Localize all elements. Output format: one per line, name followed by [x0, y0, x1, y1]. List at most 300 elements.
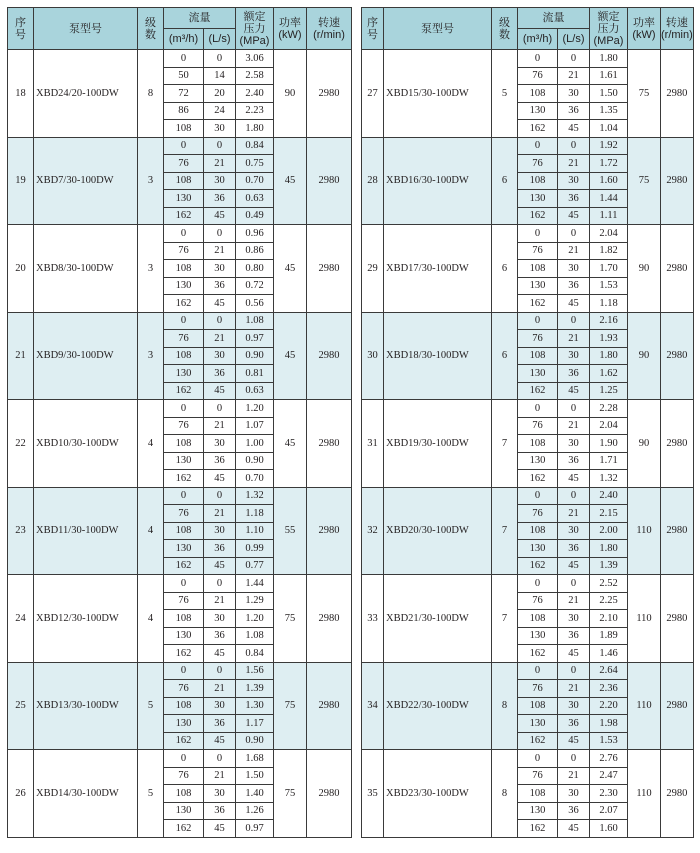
pressure-cell: 2.20	[590, 697, 628, 715]
flow-m3h-cell: 162	[164, 470, 204, 488]
flow-ls-cell: 45	[204, 645, 236, 663]
flow-m3h-cell: 130	[164, 715, 204, 733]
flow-ls-cell: 30	[204, 610, 236, 628]
flow-ls-cell: 0	[204, 750, 236, 768]
pressure-cell: 1.26	[236, 802, 274, 820]
stages-cell: 4	[138, 400, 164, 488]
flow-ls-cell: 24	[204, 102, 236, 120]
table-row	[362, 50, 694, 68]
power-cell: 45	[274, 312, 307, 400]
pressure-cell: 1.32	[236, 487, 274, 505]
pump-group	[8, 50, 352, 138]
flow-ls-cell: 21	[558, 67, 590, 85]
seq-cell: 18	[8, 50, 34, 138]
flow-m3h-cell: 130	[164, 190, 204, 208]
pressure-cell: 0.70	[236, 470, 274, 488]
pressure-cell: 2.04	[590, 225, 628, 243]
pressure-cell: 0.49	[236, 207, 274, 225]
pressure-cell: 0.70	[236, 172, 274, 190]
pressure-cell: 1.30	[236, 697, 274, 715]
power-cell: 75	[628, 137, 661, 225]
pressure-cell: 1.60	[590, 820, 628, 838]
flow-ls-cell: 36	[558, 715, 590, 733]
flow-ls-cell: 36	[204, 190, 236, 208]
flow-ls-cell: 21	[558, 505, 590, 523]
speed-cell: 2980	[307, 662, 352, 750]
speed-cell: 2980	[661, 225, 694, 313]
flow-ls-cell: 30	[204, 260, 236, 278]
pressure-cell: 1.98	[590, 715, 628, 733]
power-cell: 90	[274, 50, 307, 138]
header-flow-ls: (L/s)	[558, 29, 590, 50]
pressure-cell: 0.99	[236, 540, 274, 558]
stages-cell: 5	[138, 750, 164, 838]
flow-m3h-cell: 130	[164, 452, 204, 470]
flow-ls-cell: 30	[204, 172, 236, 190]
table-row	[8, 312, 352, 330]
flow-m3h-cell: 162	[164, 207, 204, 225]
pressure-cell: 2.07	[590, 802, 628, 820]
flow-m3h-cell: 0	[518, 575, 558, 593]
flow-m3h-cell: 76	[518, 330, 558, 348]
flow-ls-cell: 45	[558, 120, 590, 138]
pressure-cell: 2.40	[236, 85, 274, 103]
flow-ls-cell: 36	[204, 365, 236, 383]
flow-ls-cell: 45	[204, 732, 236, 750]
flow-ls-cell: 21	[204, 417, 236, 435]
flow-ls-cell: 0	[204, 312, 236, 330]
flow-m3h-cell: 108	[164, 435, 204, 453]
flow-ls-cell: 45	[204, 820, 236, 838]
speed-cell: 2980	[661, 575, 694, 663]
flow-m3h-cell: 0	[164, 662, 204, 680]
flow-ls-cell: 36	[558, 277, 590, 295]
flow-ls-cell: 45	[204, 557, 236, 575]
stages-cell: 5	[138, 662, 164, 750]
flow-m3h-cell: 162	[164, 557, 204, 575]
flow-ls-cell: 0	[558, 225, 590, 243]
flow-m3h-cell: 108	[518, 260, 558, 278]
model-cell: XBD13/30-100DW	[34, 662, 138, 750]
pressure-cell: 0.97	[236, 330, 274, 348]
seq-cell: 31	[362, 400, 384, 488]
speed-cell: 2980	[307, 50, 352, 138]
pressure-cell: 1.25	[590, 382, 628, 400]
flow-m3h-cell: 108	[518, 435, 558, 453]
pressure-cell: 2.40	[590, 487, 628, 505]
seq-cell: 22	[8, 400, 34, 488]
flow-m3h-cell: 0	[164, 50, 204, 68]
seq-cell: 33	[362, 575, 384, 663]
pressure-cell: 2.04	[590, 417, 628, 435]
power-cell: 45	[274, 400, 307, 488]
flow-m3h-cell: 162	[518, 732, 558, 750]
pump-group	[362, 312, 694, 400]
flow-ls-cell: 20	[204, 85, 236, 103]
flow-m3h-cell: 76	[518, 592, 558, 610]
flow-ls-cell: 30	[204, 120, 236, 138]
pressure-cell: 1.62	[590, 365, 628, 383]
power-cell: 45	[274, 137, 307, 225]
power-cell: 75	[274, 575, 307, 663]
pump-group	[362, 400, 694, 488]
pressure-cell: 0.97	[236, 820, 274, 838]
flow-m3h-cell: 162	[164, 820, 204, 838]
stages-cell: 7	[492, 575, 518, 663]
pressure-cell: 1.20	[236, 400, 274, 418]
pump-group	[362, 750, 694, 838]
flow-ls-cell: 36	[204, 452, 236, 470]
flow-m3h-cell: 76	[164, 767, 204, 785]
pump-group	[8, 137, 352, 225]
pressure-cell: 1.04	[590, 120, 628, 138]
speed-cell: 2980	[307, 487, 352, 575]
flow-m3h-cell: 130	[164, 277, 204, 295]
stages-cell: 6	[492, 137, 518, 225]
flow-ls-cell: 45	[558, 645, 590, 663]
seq-cell: 23	[8, 487, 34, 575]
flow-m3h-cell: 108	[518, 172, 558, 190]
flow-m3h-cell: 76	[164, 417, 204, 435]
flow-m3h-cell: 108	[518, 85, 558, 103]
flow-m3h-cell: 108	[164, 610, 204, 628]
speed-cell: 2980	[661, 137, 694, 225]
flow-m3h-cell: 108	[518, 697, 558, 715]
pressure-cell: 2.64	[590, 662, 628, 680]
pump-group	[8, 225, 352, 313]
flow-m3h-cell: 76	[164, 505, 204, 523]
flow-m3h-cell: 0	[518, 487, 558, 505]
header-flow-m3h: (m³/h)	[164, 29, 204, 50]
table-row	[362, 487, 694, 505]
stages-cell: 6	[492, 225, 518, 313]
pump-group	[362, 137, 694, 225]
header-flow-ls: (L/s)	[204, 29, 236, 50]
pressure-cell: 0.84	[236, 137, 274, 155]
flow-m3h-cell: 0	[518, 662, 558, 680]
flow-m3h-cell: 0	[518, 400, 558, 418]
header-speed: 转速 (r/min)	[307, 8, 352, 50]
flow-ls-cell: 30	[558, 435, 590, 453]
model-cell: XBD18/30-100DW	[384, 312, 492, 400]
flow-m3h-cell: 108	[164, 347, 204, 365]
model-cell: XBD24/20-100DW	[34, 50, 138, 138]
speed-cell: 2980	[307, 312, 352, 400]
flow-m3h-cell: 108	[164, 172, 204, 190]
flow-m3h-cell: 130	[518, 190, 558, 208]
model-cell: XBD14/30-100DW	[34, 750, 138, 838]
flow-ls-cell: 36	[558, 452, 590, 470]
pump-group	[362, 487, 694, 575]
pressure-cell: 1.72	[590, 155, 628, 173]
flow-ls-cell: 21	[558, 767, 590, 785]
flow-m3h-cell: 162	[164, 382, 204, 400]
pump-group	[362, 575, 694, 663]
table-row	[8, 487, 352, 505]
flow-m3h-cell: 130	[164, 540, 204, 558]
pressure-cell: 1.80	[590, 540, 628, 558]
flow-ls-cell: 30	[558, 172, 590, 190]
flow-m3h-cell: 108	[518, 347, 558, 365]
stages-cell: 4	[138, 575, 164, 663]
pressure-cell: 2.10	[590, 610, 628, 628]
flow-m3h-cell: 108	[518, 522, 558, 540]
header-power: 功率 (kW)	[628, 8, 661, 50]
flow-ls-cell: 36	[558, 802, 590, 820]
table-row	[8, 400, 352, 418]
speed-cell: 2980	[661, 400, 694, 488]
model-cell: XBD11/30-100DW	[34, 487, 138, 575]
seq-cell: 24	[8, 575, 34, 663]
pump-group	[8, 575, 352, 663]
model-cell: XBD17/30-100DW	[384, 225, 492, 313]
seq-cell: 34	[362, 662, 384, 750]
flow-ls-cell: 36	[558, 365, 590, 383]
flow-ls-cell: 45	[558, 470, 590, 488]
seq-cell: 25	[8, 662, 34, 750]
table-row	[8, 137, 352, 155]
flow-m3h-cell: 108	[518, 610, 558, 628]
flow-m3h-cell: 162	[518, 645, 558, 663]
pressure-cell: 1.53	[590, 732, 628, 750]
pump-group	[8, 750, 352, 838]
stages-cell: 5	[492, 50, 518, 138]
table-row	[362, 575, 694, 593]
flow-m3h-cell: 162	[518, 382, 558, 400]
header-flow: 流量	[518, 8, 590, 29]
model-cell: XBD15/30-100DW	[384, 50, 492, 138]
pressure-cell: 1.39	[590, 557, 628, 575]
table-row	[362, 225, 694, 243]
stages-cell: 4	[138, 487, 164, 575]
speed-cell: 2980	[307, 575, 352, 663]
stages-cell: 6	[492, 312, 518, 400]
pump-group	[362, 225, 694, 313]
flow-m3h-cell: 162	[518, 820, 558, 838]
flow-m3h-cell: 130	[164, 802, 204, 820]
pressure-cell: 0.96	[236, 225, 274, 243]
seq-cell: 30	[362, 312, 384, 400]
table-row	[8, 662, 352, 680]
pressure-cell: 2.30	[590, 785, 628, 803]
flow-m3h-cell: 0	[518, 225, 558, 243]
flow-ls-cell: 21	[558, 155, 590, 173]
flow-m3h-cell: 162	[518, 557, 558, 575]
stages-cell: 8	[492, 662, 518, 750]
pressure-cell: 1.17	[236, 715, 274, 733]
flow-ls-cell: 45	[558, 207, 590, 225]
header-model: 泵型号	[34, 8, 138, 50]
flow-ls-cell: 0	[558, 400, 590, 418]
pressure-cell: 0.63	[236, 190, 274, 208]
flow-m3h-cell: 0	[164, 137, 204, 155]
model-cell: XBD9/30-100DW	[34, 312, 138, 400]
flow-ls-cell: 21	[204, 330, 236, 348]
speed-cell: 2980	[661, 50, 694, 138]
table-row	[362, 312, 694, 330]
flow-m3h-cell: 130	[518, 540, 558, 558]
pressure-cell: 0.75	[236, 155, 274, 173]
seq-cell: 28	[362, 137, 384, 225]
flow-m3h-cell: 108	[164, 522, 204, 540]
flow-m3h-cell: 0	[164, 400, 204, 418]
flow-m3h-cell: 0	[164, 225, 204, 243]
flow-m3h-cell: 76	[164, 242, 204, 260]
flow-m3h-cell: 76	[518, 680, 558, 698]
flow-m3h-cell: 162	[518, 470, 558, 488]
flow-ls-cell: 30	[204, 347, 236, 365]
seq-cell: 26	[8, 750, 34, 838]
power-cell: 75	[628, 50, 661, 138]
flow-m3h-cell: 0	[518, 750, 558, 768]
flow-m3h-cell: 162	[518, 207, 558, 225]
flow-ls-cell: 0	[558, 487, 590, 505]
flow-ls-cell: 36	[558, 627, 590, 645]
flow-ls-cell: 30	[558, 610, 590, 628]
flow-ls-cell: 45	[204, 382, 236, 400]
seq-cell: 21	[8, 312, 34, 400]
model-cell: XBD8/30-100DW	[34, 225, 138, 313]
flow-ls-cell: 36	[558, 102, 590, 120]
flow-ls-cell: 30	[558, 347, 590, 365]
seq-cell: 29	[362, 225, 384, 313]
table-row	[8, 225, 352, 243]
flow-m3h-cell: 130	[164, 365, 204, 383]
pressure-cell: 0.72	[236, 277, 274, 295]
flow-ls-cell: 21	[204, 242, 236, 260]
flow-m3h-cell: 50	[164, 67, 204, 85]
header-model: 泵型号	[384, 8, 492, 50]
flow-m3h-cell: 76	[164, 680, 204, 698]
pressure-cell: 1.00	[236, 435, 274, 453]
model-cell: XBD16/30-100DW	[384, 137, 492, 225]
power-cell: 110	[628, 575, 661, 663]
pressure-cell: 1.60	[590, 172, 628, 190]
header-flow: 流量	[164, 8, 236, 29]
pressure-cell: 0.90	[236, 452, 274, 470]
flow-m3h-cell: 76	[518, 67, 558, 85]
flow-ls-cell: 0	[204, 137, 236, 155]
pressure-cell: 1.56	[236, 662, 274, 680]
flow-m3h-cell: 0	[164, 312, 204, 330]
table-row	[8, 575, 352, 593]
flow-m3h-cell: 130	[518, 627, 558, 645]
pressure-cell: 0.84	[236, 645, 274, 663]
flow-m3h-cell: 130	[518, 802, 558, 820]
flow-ls-cell: 0	[204, 50, 236, 68]
header-pressure: 额定 压力 (MPa)	[236, 8, 274, 50]
pressure-cell: 1.18	[590, 295, 628, 313]
flow-m3h-cell: 76	[164, 330, 204, 348]
power-cell: 90	[628, 225, 661, 313]
flow-ls-cell: 30	[204, 522, 236, 540]
pressure-cell: 2.16	[590, 312, 628, 330]
pump-group	[8, 312, 352, 400]
pressure-cell: 1.90	[590, 435, 628, 453]
pressure-cell: 1.07	[236, 417, 274, 435]
flow-m3h-cell: 162	[518, 295, 558, 313]
model-cell: XBD19/30-100DW	[384, 400, 492, 488]
speed-cell: 2980	[661, 750, 694, 838]
stages-cell: 7	[492, 487, 518, 575]
flow-m3h-cell: 130	[164, 627, 204, 645]
flow-ls-cell: 45	[558, 295, 590, 313]
stages-cell: 8	[492, 750, 518, 838]
pressure-cell: 1.08	[236, 627, 274, 645]
speed-cell: 2980	[307, 225, 352, 313]
speed-cell: 2980	[307, 400, 352, 488]
flow-m3h-cell: 76	[518, 767, 558, 785]
table-row	[8, 750, 352, 768]
flow-m3h-cell: 0	[164, 575, 204, 593]
flow-ls-cell: 21	[204, 592, 236, 610]
flow-ls-cell: 30	[204, 697, 236, 715]
flow-ls-cell: 21	[558, 417, 590, 435]
pressure-cell: 2.76	[590, 750, 628, 768]
flow-ls-cell: 36	[204, 627, 236, 645]
flow-m3h-cell: 108	[164, 260, 204, 278]
flow-ls-cell: 0	[204, 225, 236, 243]
flow-ls-cell: 36	[558, 540, 590, 558]
flow-m3h-cell: 108	[518, 785, 558, 803]
pump-table-left	[7, 7, 352, 838]
table-row	[362, 400, 694, 418]
flow-ls-cell: 45	[204, 295, 236, 313]
flow-m3h-cell: 162	[164, 645, 204, 663]
power-cell: 45	[274, 225, 307, 313]
pressure-cell: 1.32	[590, 470, 628, 488]
header-stages: 级 数	[138, 8, 164, 50]
pump-group	[362, 50, 694, 138]
flow-m3h-cell: 76	[518, 505, 558, 523]
power-cell: 55	[274, 487, 307, 575]
pressure-cell: 1.44	[236, 575, 274, 593]
flow-ls-cell: 0	[204, 400, 236, 418]
pressure-cell: 1.53	[590, 277, 628, 295]
flow-ls-cell: 21	[558, 680, 590, 698]
flow-m3h-cell: 130	[518, 452, 558, 470]
power-cell: 75	[274, 750, 307, 838]
flow-m3h-cell: 162	[164, 295, 204, 313]
flow-ls-cell: 45	[558, 732, 590, 750]
flow-ls-cell: 36	[204, 540, 236, 558]
flow-m3h-cell: 76	[518, 155, 558, 173]
flow-m3h-cell: 108	[164, 120, 204, 138]
pressure-cell: 0.81	[236, 365, 274, 383]
flow-ls-cell: 0	[558, 662, 590, 680]
pressure-cell: 0.90	[236, 347, 274, 365]
pressure-cell: 1.68	[236, 750, 274, 768]
header-power: 功率 (kW)	[274, 8, 307, 50]
pressure-cell: 1.82	[590, 242, 628, 260]
pressure-cell: 2.28	[590, 400, 628, 418]
seq-cell: 27	[362, 50, 384, 138]
power-cell: 90	[628, 400, 661, 488]
flow-ls-cell: 0	[558, 312, 590, 330]
model-cell: XBD20/30-100DW	[384, 487, 492, 575]
seq-cell: 19	[8, 137, 34, 225]
stages-cell: 7	[492, 400, 518, 488]
seq-cell: 32	[362, 487, 384, 575]
flow-ls-cell: 30	[204, 435, 236, 453]
flow-ls-cell: 45	[558, 382, 590, 400]
pressure-cell: 1.80	[590, 347, 628, 365]
flow-ls-cell: 0	[204, 487, 236, 505]
seq-cell: 35	[362, 750, 384, 838]
pump-group	[8, 662, 352, 750]
flow-ls-cell: 0	[558, 575, 590, 593]
flow-m3h-cell: 162	[164, 732, 204, 750]
